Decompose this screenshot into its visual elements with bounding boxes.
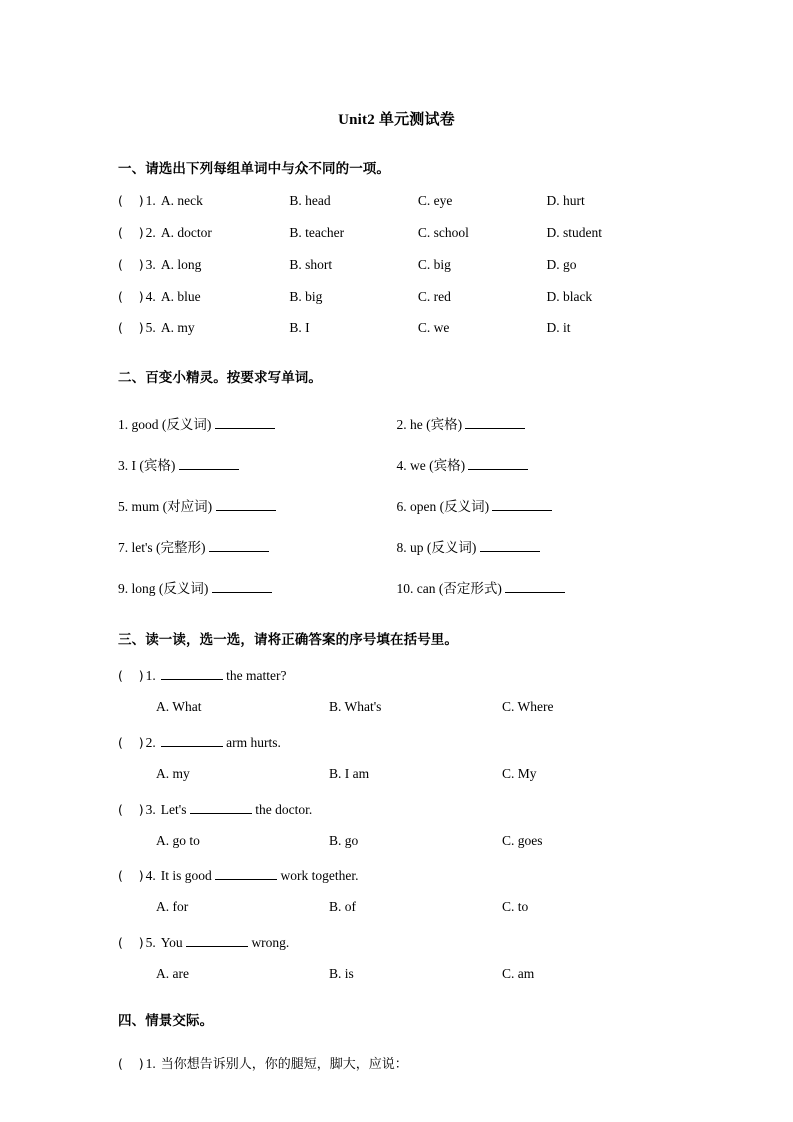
- option-d[interactable]: D. student: [546, 224, 602, 240]
- fill-item[interactable]: [118, 577, 397, 597]
- option-a[interactable]: A. blue: [160, 288, 201, 304]
- stem-text-post: work together.: [277, 868, 359, 884]
- option-b[interactable]: B. big: [289, 288, 323, 304]
- question-number: 1.: [145, 668, 156, 684]
- option-c[interactable]: C. Where: [502, 699, 554, 715]
- option-b[interactable]: B. go: [329, 832, 359, 848]
- fill-item-label: 9. long (反义词): [118, 581, 212, 597]
- answer-bracket[interactable]: ( ): [118, 256, 144, 272]
- fill-item-label: 6. open (反义词): [396, 499, 493, 515]
- option-c[interactable]: C. school: [417, 224, 469, 240]
- option-a[interactable]: A. doctor: [160, 224, 212, 240]
- option-b[interactable]: B. of: [329, 899, 356, 915]
- option-b[interactable]: B. I am: [329, 765, 370, 781]
- fill-in-blank-grid: [118, 392, 675, 597]
- option-a[interactable]: A. neck: [160, 193, 203, 208]
- section-heading-3: 三、读一读，选一选，请将正确答案的序号填在括号里。: [118, 632, 458, 649]
- question-number: 2.: [145, 224, 156, 240]
- fill-item[interactable]: [118, 536, 397, 556]
- question-stem[interactable]: [118, 800, 675, 818]
- option-a[interactable]: A. for: [156, 899, 189, 915]
- question-number: 1.: [145, 1056, 156, 1072]
- answer-blank[interactable]: [216, 497, 276, 511]
- answer-bracket[interactable]: ( ): [118, 668, 144, 684]
- fill-item[interactable]: [118, 495, 397, 515]
- answer-blank[interactable]: [480, 538, 540, 552]
- fill-item[interactable]: [397, 454, 676, 474]
- answer-blank[interactable]: [212, 579, 272, 593]
- answer-blank[interactable]: [465, 415, 525, 429]
- option-b[interactable]: B. head: [289, 193, 331, 208]
- answer-blank[interactable]: [209, 538, 269, 552]
- answer-blank[interactable]: [505, 579, 565, 593]
- option-c[interactable]: C. to: [502, 899, 529, 915]
- option-c[interactable]: C. we: [417, 320, 450, 336]
- question-number: 4.: [145, 288, 156, 304]
- stem-text-post: the doctor.: [251, 801, 313, 817]
- question-number: 3.: [145, 801, 156, 817]
- answer-blank[interactable]: [215, 415, 275, 429]
- question-number: 2.: [145, 734, 156, 750]
- stem-text-post: wrong.: [248, 935, 290, 951]
- question-number: 5.: [145, 320, 156, 336]
- fill-item-label: 3. I (宾格): [118, 458, 179, 474]
- fill-item-label: 8. up (反义词): [396, 540, 480, 556]
- answer-bracket[interactable]: ( ): [118, 224, 144, 240]
- fill-item[interactable]: [118, 454, 397, 474]
- fill-item-label: 2. he (宾格): [396, 417, 466, 433]
- answer-bracket[interactable]: ( ): [118, 320, 144, 336]
- option-a[interactable]: A. my: [156, 765, 190, 781]
- answer-bracket[interactable]: ( ): [118, 801, 144, 817]
- section-heading-1: 一、请选出下列每组单词中与众不同的一项。: [118, 161, 390, 177]
- answer-bracket[interactable]: ( ): [118, 935, 144, 951]
- answer-blank[interactable]: [186, 933, 248, 947]
- question-number: 1.: [145, 193, 156, 208]
- answer-blank[interactable]: [161, 666, 223, 680]
- answer-blank[interactable]: [179, 456, 239, 470]
- question-row[interactable]: [118, 194, 675, 209]
- answer-bracket[interactable]: ( ): [118, 1056, 144, 1072]
- fill-item-label: 5. mum (对应词): [118, 499, 216, 515]
- option-a[interactable]: A. my: [160, 320, 195, 336]
- option-list: [118, 833, 675, 849]
- stem-text-pre: It is good: [160, 868, 216, 884]
- stem-text-pre: Let's: [160, 801, 190, 817]
- fill-item[interactable]: [397, 495, 676, 515]
- section-heading-2: 二、百变小精灵。按要求写单词。: [118, 370, 322, 387]
- answer-blank[interactable]: [468, 456, 528, 470]
- option-b[interactable]: B. I: [289, 320, 310, 336]
- option-c[interactable]: C. am: [502, 966, 535, 982]
- question-stem[interactable]: [118, 666, 675, 684]
- option-c[interactable]: C. goes: [502, 832, 543, 848]
- question-number: 4.: [145, 868, 156, 884]
- stem-text-pre: You: [160, 935, 187, 951]
- question-number: 5.: [145, 935, 156, 951]
- answer-bracket[interactable]: ( ): [118, 734, 144, 750]
- option-b[interactable]: B. short: [289, 256, 333, 272]
- question-text: 当你想告诉别人，你的腿短，脚大，应说：: [160, 1057, 408, 1073]
- option-d[interactable]: D. it: [546, 320, 571, 336]
- option-c[interactable]: C. eye: [417, 193, 453, 208]
- answer-blank[interactable]: [492, 497, 552, 511]
- option-d[interactable]: D. hurt: [546, 193, 585, 208]
- option-d[interactable]: D. black: [546, 288, 593, 304]
- question-row[interactable]: [118, 226, 675, 241]
- answer-bracket[interactable]: ( ): [118, 288, 144, 304]
- question-row[interactable]: [118, 321, 675, 336]
- option-list: [118, 899, 675, 915]
- question-stem[interactable]: [118, 867, 675, 885]
- option-c[interactable]: C. big: [417, 256, 451, 272]
- fill-item[interactable]: [397, 536, 676, 556]
- fill-item-label: 7. let's (完整形): [118, 540, 209, 556]
- option-c[interactable]: C. My: [502, 765, 537, 781]
- fill-item[interactable]: [397, 577, 676, 597]
- question-row[interactable]: [118, 1053, 675, 1072]
- option-b[interactable]: B. teacher: [289, 224, 345, 240]
- stem-text-post: the matter?: [222, 668, 287, 684]
- answer-blank[interactable]: [161, 733, 223, 747]
- option-list: [118, 766, 675, 782]
- fill-item-label: 1. good (反义词): [118, 417, 215, 433]
- option-b[interactable]: B. What's: [329, 699, 382, 715]
- option-a[interactable]: A. are: [156, 966, 189, 982]
- fill-item[interactable]: [118, 413, 397, 433]
- option-c[interactable]: C. red: [417, 288, 451, 304]
- option-list: [118, 699, 675, 715]
- answer-blank[interactable]: [190, 800, 252, 814]
- question-number: 3.: [145, 256, 156, 272]
- question-row[interactable]: [118, 258, 675, 273]
- question-row[interactable]: [118, 290, 675, 305]
- answer-bracket[interactable]: ( ): [118, 868, 144, 884]
- fill-item-label: 10. can (否定形式): [396, 581, 506, 597]
- option-b[interactable]: B. is: [329, 966, 354, 982]
- question-stem[interactable]: [118, 933, 675, 951]
- question-stem[interactable]: [118, 733, 675, 751]
- stem-text-post: arm hurts.: [222, 734, 281, 750]
- answer-bracket[interactable]: ( ): [118, 193, 144, 208]
- option-a[interactable]: A. go to: [156, 832, 200, 848]
- option-a[interactable]: A. long: [160, 256, 202, 272]
- page-title: Unit2 单元测试卷: [338, 112, 455, 128]
- answer-blank[interactable]: [215, 867, 277, 881]
- fill-item[interactable]: [397, 413, 676, 433]
- fill-item-label: 4. we (宾格): [396, 458, 469, 474]
- option-list: [118, 966, 675, 982]
- option-d[interactable]: D. go: [546, 256, 577, 272]
- section-heading-4: 四、情景交际。: [118, 1013, 214, 1030]
- option-a[interactable]: A. What: [156, 699, 202, 715]
